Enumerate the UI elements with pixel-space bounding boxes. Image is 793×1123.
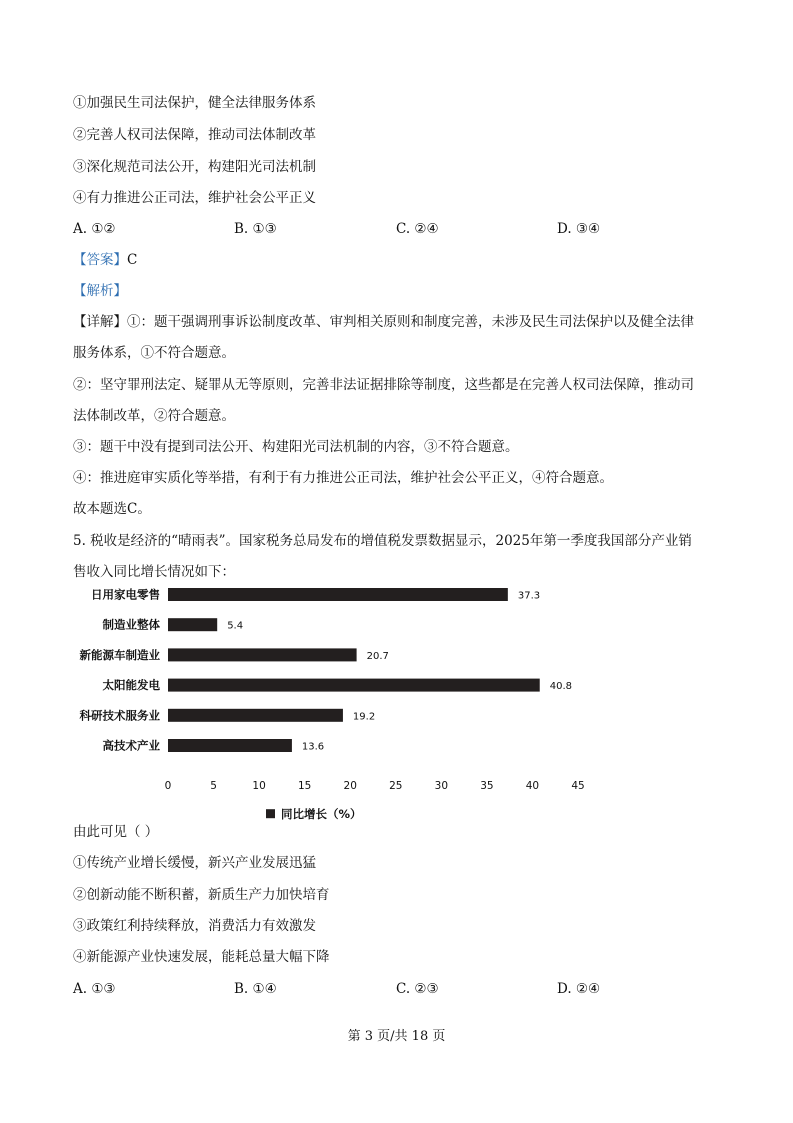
category-label: 新能源车制造业 — [79, 647, 160, 662]
q5-option-d: D. ②④ — [557, 981, 601, 997]
x-tick-label: 5 — [210, 780, 217, 793]
x-tick-label: 40 — [525, 780, 540, 793]
page-footer: 第 3 页/共 18 页 — [347, 1029, 446, 1044]
x-tick-label: 20 — [343, 780, 357, 793]
category-label: 太阳能发电 — [102, 678, 160, 693]
detail-2-line-2: 法体制改革，②符合题意。 — [73, 408, 235, 424]
detail-1-line-2: 服务体系，①不符合题意。 — [73, 345, 235, 361]
q4-item-4: ④有力推进公正司法，维护社会公平正义 — [73, 190, 316, 206]
x-tick-label: 30 — [434, 780, 449, 793]
q5-item-3: ③政策红利持续释放，消费活力有效激发 — [73, 918, 316, 934]
q5-stem-line-1: 5. 税收是经济的“晴雨表”。国家税务总局发布的增值税发票数据显示，2025年第一季度我国部分产业销 — [73, 533, 692, 549]
data-label: 37.3 — [517, 590, 541, 602]
bar — [168, 588, 508, 601]
q5-stem-line-2: 售收入同比增长情况如下： — [73, 564, 235, 580]
q5-option-a: A. ①③ — [73, 981, 116, 997]
answer-value: C — [127, 252, 138, 268]
q4-option-a: A. ①② — [73, 221, 116, 237]
category-label: 科研技术服务业 — [79, 708, 160, 723]
q5-item-1: ①传统产业增长缓慢，新兴产业发展迅猛 — [73, 855, 316, 871]
q4-option-d: D. ③④ — [557, 221, 601, 237]
bar — [168, 739, 292, 752]
detail-2-line-1: ②：坚守罪刑法定、疑罪从无等原则，完善非法证据排除等制度，这些都是在完善人权司法保障，推动司 — [73, 377, 694, 393]
x-tick-label: 25 — [389, 780, 403, 793]
category-label: 制造业整体 — [102, 617, 160, 632]
data-label: 20.7 — [366, 650, 389, 662]
data-label: 5.4 — [227, 620, 244, 632]
data-label: 40.8 — [549, 681, 572, 693]
bar-chart — [70, 582, 600, 820]
conclusion: 故本题选C。 — [73, 501, 151, 517]
q4-item-1: ①加强民生司法保护，健全法律服务体系 — [73, 95, 316, 111]
x-tick-label: 10 — [252, 780, 266, 793]
answer-tag: 【答案】 — [73, 252, 127, 268]
analysis-tag: 【解析】 — [73, 283, 127, 299]
q5-item-2: ②创新动能不断积蓄，新质生产力加快培育 — [73, 887, 330, 903]
detail-3: ③：题干中没有提到司法公开、构建阳光司法机制的内容，③不符合题意。 — [73, 439, 519, 455]
detail-1-line-1 — [73, 313, 694, 331]
category-label: 日用家电零售 — [91, 587, 160, 602]
answer-line — [73, 251, 137, 269]
bar — [168, 709, 343, 722]
legend-label: 同比增长（%） — [281, 807, 362, 820]
bar — [168, 679, 540, 692]
detail-tag: 【详解】 — [73, 314, 127, 330]
q4-item-3: ③深化规范司法公开，构建阳光司法机制 — [73, 159, 316, 175]
detail-1a: ①：题干强调刑事诉讼制度改革、审判相关原则和制度完善，未涉及民生司法保护以及健全法律 — [127, 314, 694, 330]
detail-4: ④：推进庭审实质化等举措，有利于有力推进公正司法，维护社会公平正义，④符合题意。 — [73, 470, 613, 486]
data-label: 19.2 — [352, 711, 376, 723]
x-tick-label: 35 — [480, 780, 494, 793]
bar — [168, 618, 217, 631]
x-tick-label: 15 — [297, 780, 312, 793]
category-label: 高技术产业 — [102, 738, 160, 753]
q5-follow: 由此可见（ ） — [73, 824, 159, 840]
q4-option-b: B. ①③ — [234, 221, 277, 237]
x-tick-label: 45 — [571, 780, 585, 793]
legend-swatch — [266, 809, 275, 818]
bar — [168, 648, 357, 661]
data-label: 13.6 — [301, 741, 325, 753]
q4-option-c: C. ②④ — [396, 221, 439, 237]
analysis-line — [73, 282, 127, 300]
x-tick-label: 0 — [164, 780, 172, 793]
q5-item-4: ④新能源产业快速发展，能耗总量大幅下降 — [73, 949, 330, 965]
q5-option-b: B. ①④ — [234, 981, 277, 997]
q4-item-2: ②完善人权司法保障，推动司法体制改革 — [73, 127, 316, 143]
q5-option-c: C. ②③ — [396, 981, 439, 997]
